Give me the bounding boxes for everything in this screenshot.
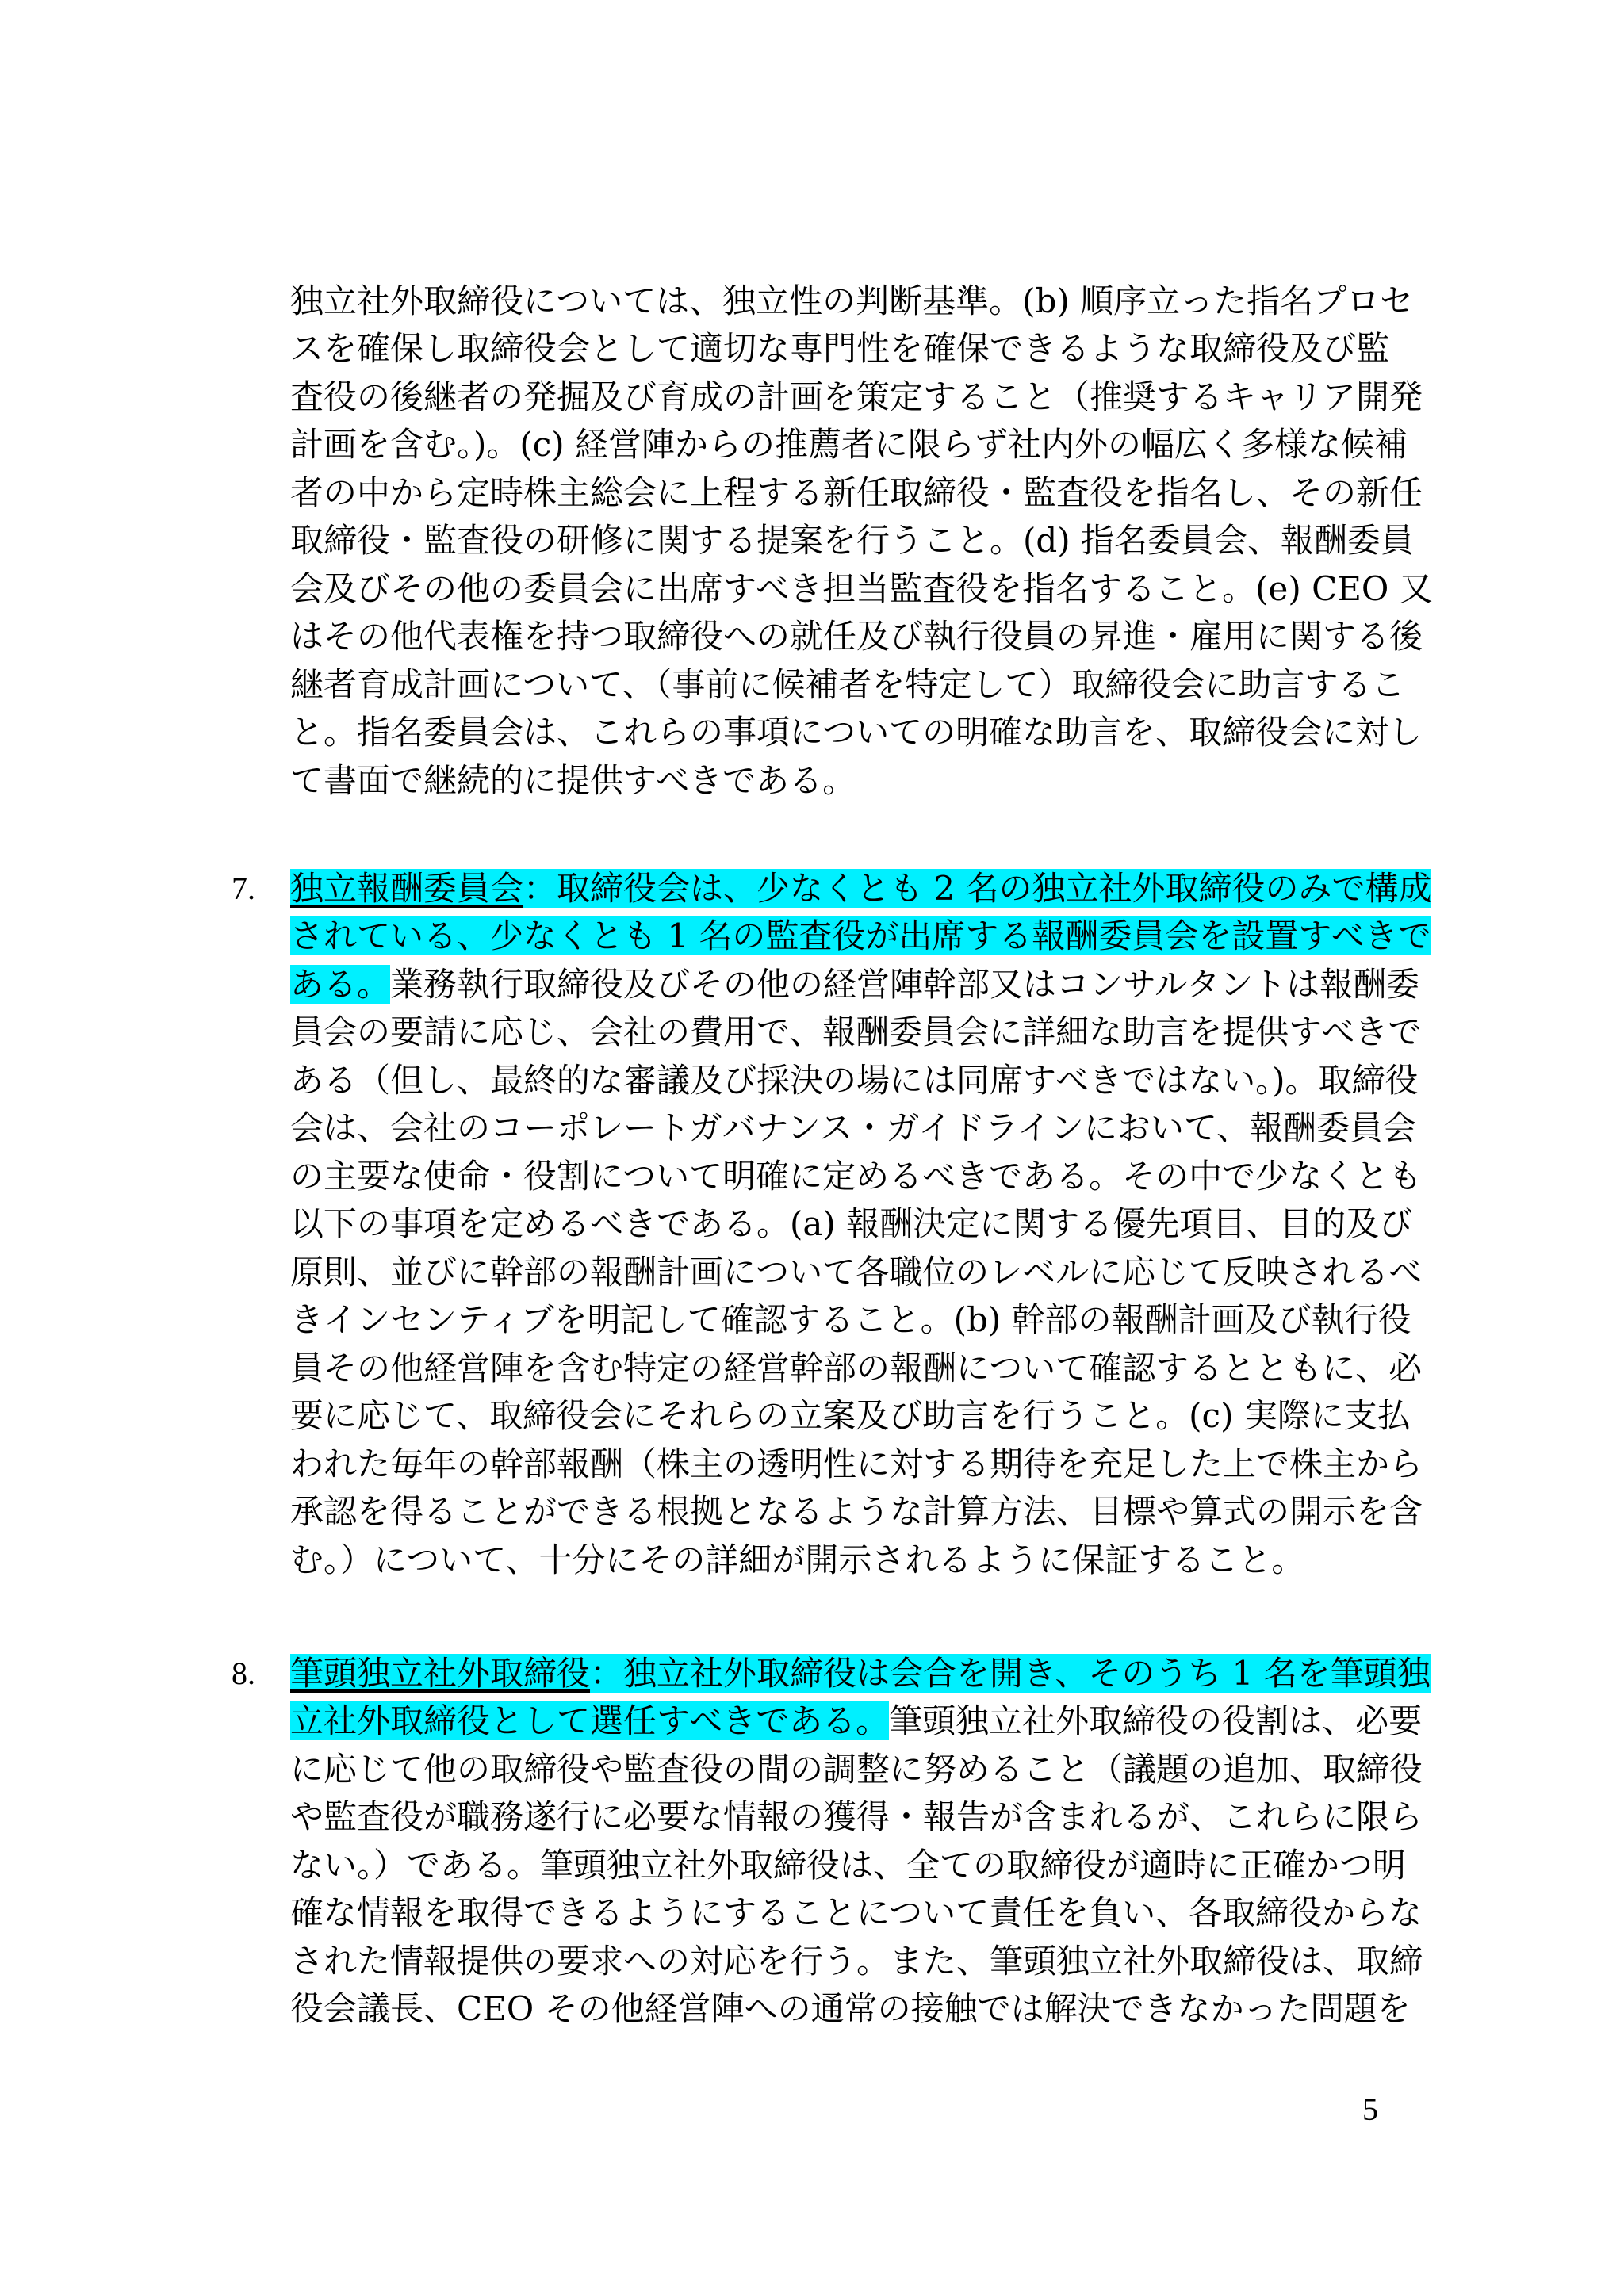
item-7-line-15: む。）について、十分にその詳細が開示されるように保証すること。 bbox=[290, 1540, 1305, 1579]
item-8-line-1-text: ：独立社外取締役は会合を開き、そのうち 1 名を筆頭独 bbox=[590, 1654, 1431, 1693]
page-number: 5 bbox=[1362, 2091, 1378, 2127]
item-7-line-5: ある（但し、最終的な審議及び採決の場には同席すべきではない。)。取締役 bbox=[290, 1061, 1419, 1100]
item-7-highlight-3: ある。 bbox=[290, 965, 391, 1004]
item-7-title: 独立報酬委員会 bbox=[290, 869, 524, 908]
item-8-line-4: や監査役が職務遂行に必要な情報の獲得・報告が含まれるが、これらに限ら bbox=[290, 1797, 1423, 1836]
item-7-line-13: われた毎年の幹部報酬（株主の透明性に対する期待を充足した上で株主から bbox=[290, 1445, 1423, 1483]
item-8-highlight-1 bbox=[290, 1654, 1431, 1693]
item-8-highlight-2: 立社外取締役として選任すべきである。 bbox=[290, 1701, 890, 1740]
continuation-line-1: 独立社外取締役については、独立性の判断基準。(b) 順序立った指名プロセ bbox=[290, 281, 1414, 320]
item-8-line-3: に応じて他の取締役や監査役の間の調整に努めること（議題の追加、取締役 bbox=[290, 1750, 1423, 1789]
item-7-line-1 bbox=[290, 865, 1431, 913]
item-7-line-11: 員その他経営陣を含む特定の経営幹部の報酬について確認するとともに、必 bbox=[290, 1349, 1423, 1387]
continuation-line-8: はその他代表権を持つ取締役への就任及び執行役員の昇進・雇用に関する後 bbox=[290, 617, 1423, 656]
continuation-line-7: 会及びその他の委員会に出席すべき担当監査役を指名すること。(e) CEO 又 bbox=[290, 569, 1433, 608]
item-7-line-12: 要に応じて、取締役会にそれらの立案及び助言を行うこと。(c) 実際に支払 bbox=[290, 1396, 1411, 1435]
continuation-line-10: と。指名委員会は、これらの事項についての明確な助言を、取締役会に対し bbox=[290, 713, 1423, 752]
continuation-line-4: 計画を含む。)。(c) 経営陣からの推薦者に限らず社内外の幅広く多様な候補 bbox=[290, 425, 1408, 464]
item-7-line-1-text: ：取締役会は、少なくとも 2 名の独立社外取締役のみで構成 bbox=[523, 869, 1432, 908]
continuation-line-5: 者の中から定時株主総会に上程する新任取締役・監査役を指名し、その新任 bbox=[290, 473, 1423, 512]
continuation-line-2: スを確保し取締役会として適切な専門性を確保できるような取締役及び監 bbox=[290, 329, 1390, 368]
item-8-line-2-text: 筆頭独立社外取締役の役割は、必要 bbox=[889, 1701, 1423, 1740]
item-8-line-1 bbox=[290, 1650, 1431, 1697]
item-7-number: 7. bbox=[232, 871, 255, 906]
item-8-number: 8. bbox=[232, 1655, 255, 1691]
continuation-line-3: 査役の後継者の発掘及び育成の計画を策定すること（推奨するキャリア開発 bbox=[290, 377, 1423, 416]
item-7-line-14: 承認を得ることができる根拠となるような計算方法、目標や算式の開示を含 bbox=[290, 1492, 1423, 1531]
item-7-line-7: の主要な使命・役割について明確に定めるべきである。その中で少なくとも bbox=[290, 1157, 1423, 1196]
item-7-line-10: きインセンティブを明記して確認すること。(b) 幹部の報酬計画及び執行役 bbox=[290, 1300, 1411, 1339]
item-7-line-3 bbox=[290, 961, 1419, 1008]
item-7-line-4: 員会の要請に応じ、会社の費用で、報酬委員会に詳細な助言を提供すべきで bbox=[290, 1012, 1422, 1051]
item-7-line-8: 以下の事項を定めるべきである。(a) 報酬決定に関する優先項目、目的及び bbox=[290, 1204, 1413, 1243]
item-7-line-6: 会は、会社のコーポレートガバナンス・ガイドラインにおいて、報酬委員会 bbox=[290, 1108, 1417, 1147]
item-8-line-6: 確な情報を取得できるようにすることについて責任を負い、各取締役からな bbox=[290, 1893, 1423, 1932]
continuation-line-6: 取締役・監査役の研修に関する提案を行うこと。(d) 指名委員会、報酬委員 bbox=[290, 521, 1415, 560]
item-7-line-9: 原則、並びに幹部の報酬計画について各職位のレベルに応じて反映されるべ bbox=[290, 1253, 1423, 1292]
continuation-line-9: 継者育成計画について、（事前に候補者を特定して）取締役会に助言するこ bbox=[290, 665, 1405, 704]
item-8-line-7: された情報提供の要求への対応を行う。また、筆頭独立社外取締役は、取締 bbox=[290, 1942, 1423, 1980]
item-7-line-2 bbox=[290, 913, 1431, 960]
item-7-highlight-1 bbox=[290, 869, 1431, 908]
item-8-line-5: ない。）である。筆頭独立社外取締役は、全ての取締役が適時に正確かつ明 bbox=[290, 1846, 1407, 1885]
item-7-highlight-2: されている、少なくとも 1 名の監査役が出席する報酬委員会を設置すべきで bbox=[290, 916, 1431, 955]
item-7-line-3-text: 業務執行取締役及びその他の経営陣幹部又はコンサルタントは報酬委 bbox=[390, 965, 1420, 1004]
item-8-title: 筆頭独立社外取締役 bbox=[290, 1654, 591, 1693]
continuation-line-11: て書面で継続的に提供すべきである。 bbox=[290, 761, 856, 800]
item-8-line-8: 役会議長、CEO その他経営陣への通常の接触では解決できなかった問題を bbox=[290, 1989, 1411, 2028]
item-8-line-2 bbox=[290, 1697, 1422, 1745]
